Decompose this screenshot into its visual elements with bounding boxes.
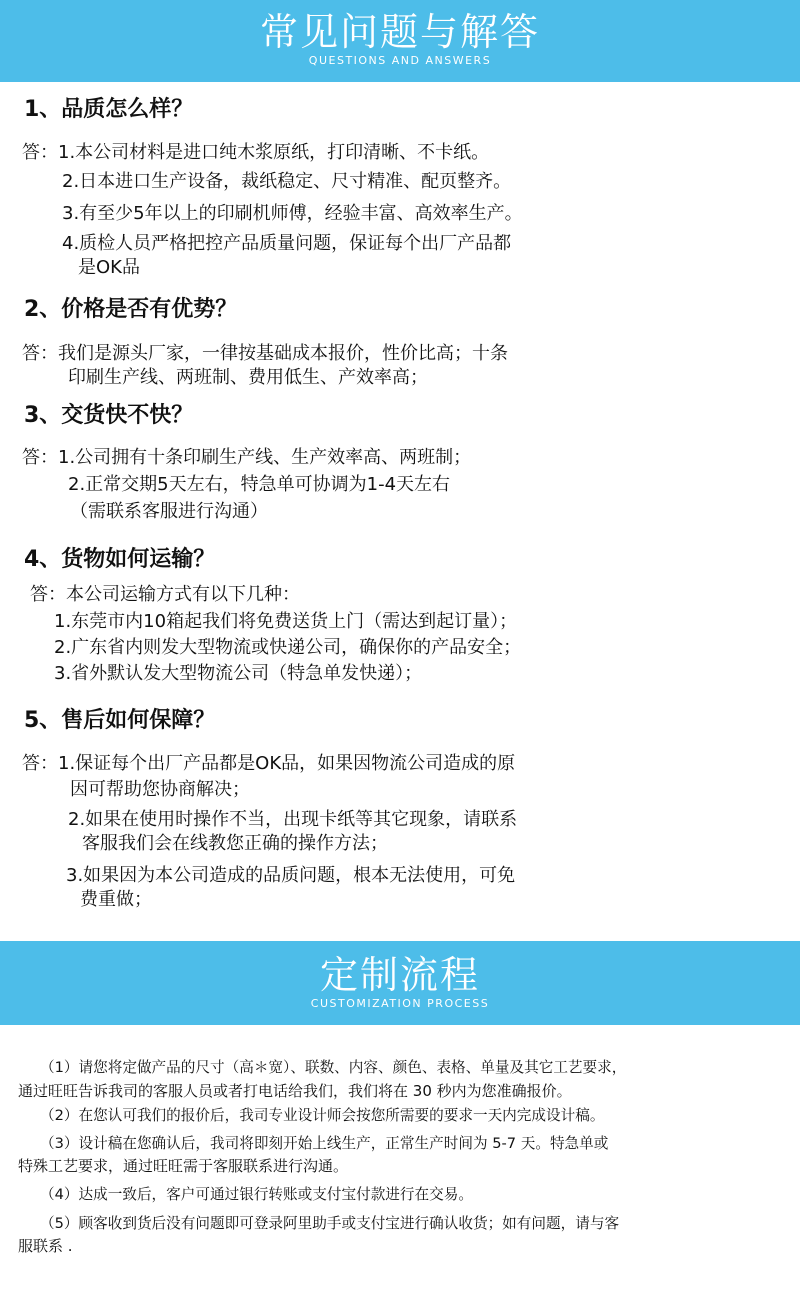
faq-answer-4-line-4: 3.省外默认发大型物流公司（特急单发快递）；	[54, 663, 423, 684]
faq-answer-1-line-2: 2.日本进口生产设备，裁纸稳定、尺寸精准、配页整齐。	[62, 171, 512, 192]
faq-answer-2-line-1: 答：我们是源头厂家，一律按基础成本报价，性价比高；十条	[22, 343, 508, 364]
process-banner	[0, 941, 800, 1025]
process-step-5-line-2: 服联系 .	[18, 1237, 73, 1255]
faq-answer-5-line-4: 客服我们会在线教您正确的操作方法；	[82, 833, 388, 854]
process-step-5-line-1: （5）顾客收到货后没有问题即可登录阿里助手或支付宝进行确认收货；如有问题，请与客	[40, 1215, 620, 1232]
faq-banner-title: 常见问题与解答	[259, 10, 540, 54]
faq-answer-3-line-3: （需联系客服进行沟通）	[70, 501, 268, 522]
faq-answer-4-line-2: 1.东莞市内10箱起我们将免费送货上门（需达到起订量）；	[54, 611, 518, 632]
faq-question-2: 2、价格是否有优势？	[24, 297, 238, 322]
faq-answer-3-line-2: 2.正常交期5天左右，特急单可协调为1-4天左右	[68, 474, 451, 495]
process-step-2: （2）在您认可我们的报价后，我司专业设计师会按您所需要的要求一天内完成设计稿。	[40, 1107, 605, 1124]
faq-answer-1-line-1: 答：1.本公司材料是进口纯木浆原纸，打印清晰、不卡纸。	[22, 142, 490, 163]
faq-answer-4-line-1: 答：本公司运输方式有以下几种：	[30, 584, 300, 605]
faq-answer-5-line-6: 费重做；	[80, 889, 152, 910]
faq-answer-3-line-1: 答：1.公司拥有十条印刷生产线、生产效率高、两班制；	[22, 447, 472, 468]
process-banner-subtitle: CUSTOMIZATION PROCESS	[310, 997, 490, 1010]
process-step-4: （4）达成一致后，客户可通过银行转账或支付宝付款进行在交易。	[40, 1186, 473, 1203]
faq-banner-subtitle: QUESTIONS AND ANSWERS	[308, 54, 492, 67]
process-step-3-line-2: 特殊工艺要求，通过旺旺需于客服联系进行沟通。	[18, 1157, 349, 1175]
faq-answer-2-line-2: 印刷生产线、两班制、费用低生、产效率高；	[68, 367, 428, 388]
faq-question-5: 5、售后如何保障？	[24, 708, 216, 733]
faq-question-3: 3、交货快不快？	[24, 403, 194, 428]
faq-answer-5-line-1: 答：1.保证每个出厂产品都是OK品，如果因物流公司造成的原	[22, 753, 516, 774]
process-step-3-line-1: （3）设计稿在您确认后，我司将即刻开始上线生产，正常生产时间为 5-7 天。特急单或	[40, 1135, 609, 1152]
faq-question-4: 4、货物如何运输？	[24, 547, 216, 572]
faq-answer-1-line-5: 是OK品	[78, 257, 140, 278]
faq-answer-4-line-3: 2.广东省内则发大型物流或快递公司，确保你的产品安全；	[54, 637, 522, 658]
faq-answer-5-line-2: 因可帮助您协商解决；	[70, 779, 250, 800]
faq-answer-1-line-4: 4.质检人员严格把控产品质量问题，保证每个出厂产品都	[62, 233, 512, 254]
process-banner-title: 定制流程	[319, 953, 480, 997]
faq-question-1: 1、品质怎么样？	[24, 97, 194, 122]
faq-answer-5-line-3: 2.如果在使用时操作不当，出现卡纸等其它现象，请联系	[68, 809, 518, 830]
faq-answer-1-line-3: 3.有至少5年以上的印刷机师傅，经验丰富、高效率生产。	[62, 203, 523, 224]
faq-banner	[0, 0, 800, 82]
faq-answer-5-line-5: 3.如果因为本公司造成的品质问题，根本无法使用，可免	[66, 865, 516, 886]
process-step-1-line-2: 通过旺旺告诉我司的客服人员或者打电话给我们，我们将在 30 秒内为您准确报价。	[18, 1082, 572, 1100]
process-step-1-line-1: （1）请您将定做产品的尺寸（高＊宽）、联数、内容、颜色、表格、单量及其它工艺要求，	[40, 1059, 627, 1076]
